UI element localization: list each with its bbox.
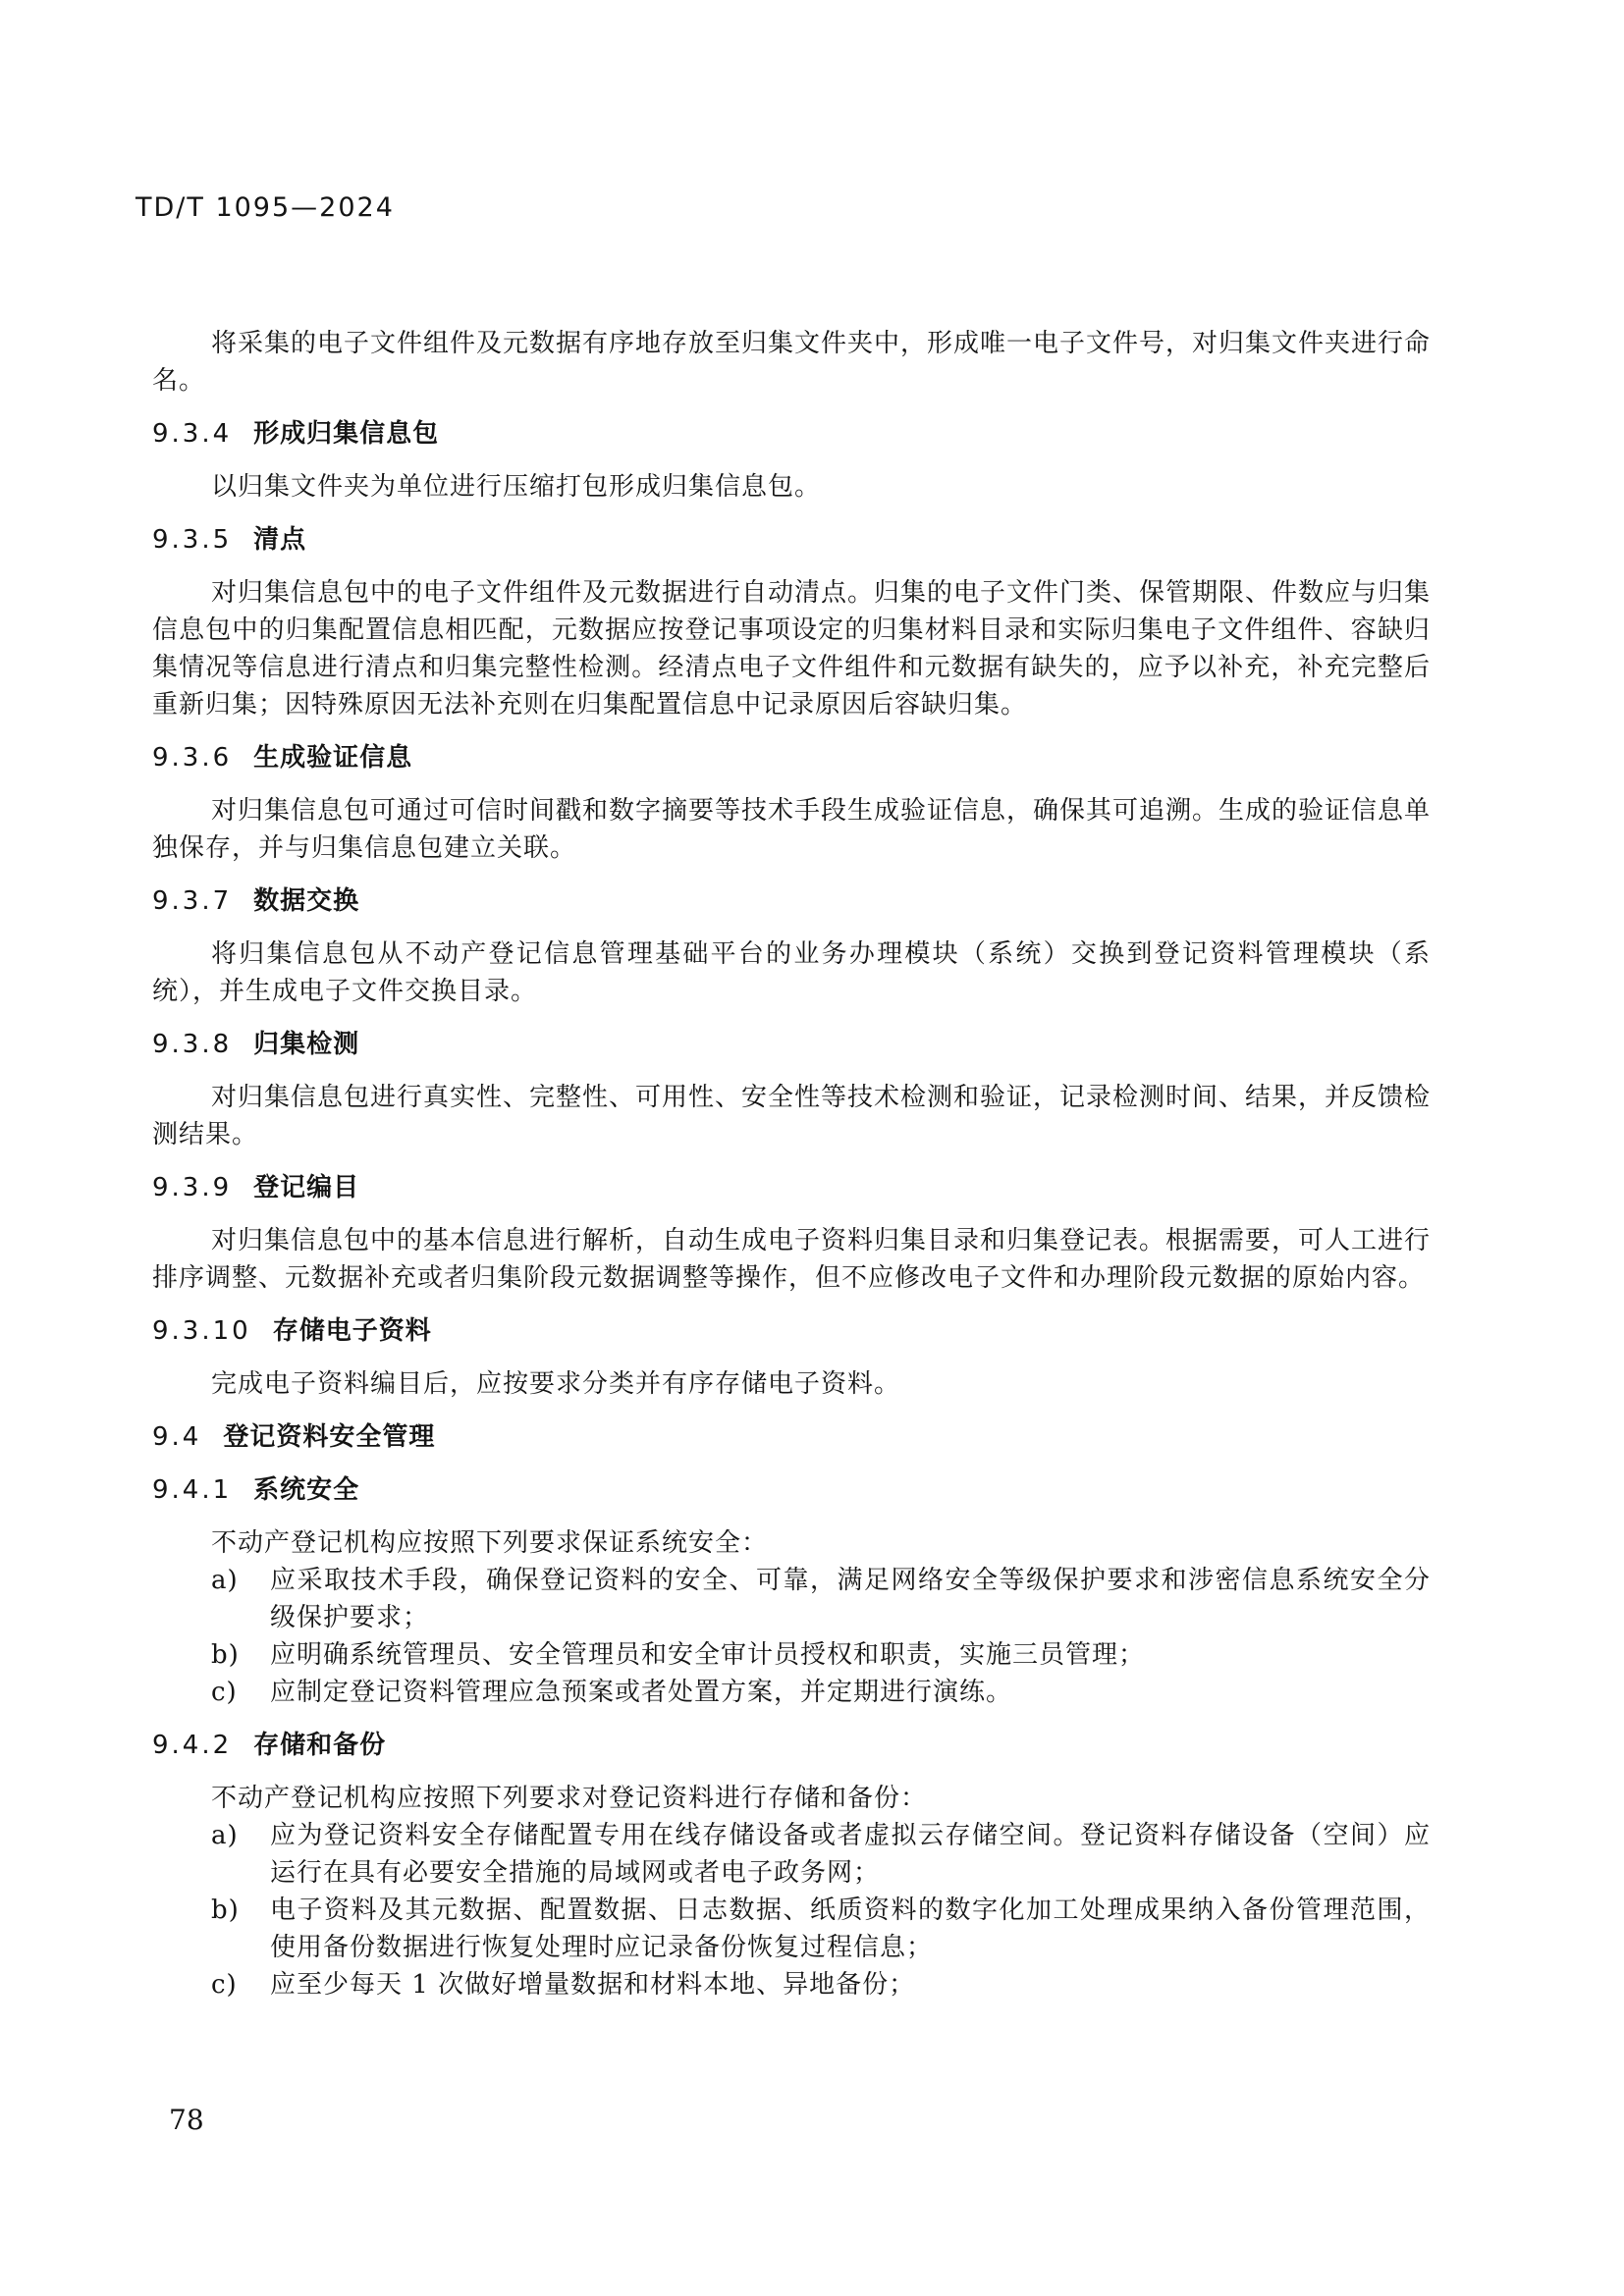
list-item-marker: c): [211, 1970, 238, 2000]
clause-title: 数据交换: [253, 886, 360, 916]
page-body: [152, 325, 1431, 2003]
list-item-b: [152, 1636, 1431, 1674]
clause-title: 登记资料安全管理: [223, 1422, 436, 1452]
standard-code-header: TD/T 1095—2024: [135, 192, 395, 223]
clause-number: 9.3.4: [152, 419, 233, 449]
paragraph-9-3-10: 完成电子资料编目后，应按要求分类并有序存储电子资料。: [211, 1369, 901, 1399]
clause-title: 存储和备份: [253, 1731, 387, 1760]
clause-number: 9.3.9: [152, 1173, 233, 1202]
clause-heading-9-3-9: [152, 1169, 1431, 1206]
list-9-4-2: [152, 1817, 1431, 2003]
clause-heading-9-3-6: [152, 739, 1431, 776]
list-item-marker: a): [211, 1566, 239, 1595]
list-item-marker: c): [211, 1678, 238, 1707]
clause-title: 系统安全: [253, 1475, 360, 1505]
clause-heading-9-3-8: [152, 1026, 1431, 1063]
list-item-a: [152, 1562, 1431, 1636]
clause-number: 9.3.5: [152, 525, 233, 555]
paragraph-9-3-8: 对归集信息包进行真实性、完整性、可用性、安全性等技术检测和验证，记录检测时间、结果，并反馈检测结果。: [152, 1083, 1432, 1149]
list-item-c: [152, 1966, 1431, 2003]
clause-number: 9.3.8: [152, 1030, 233, 1059]
clause-title: 生成验证信息: [253, 743, 413, 773]
list-item-text: 电子资料及其元数据、配置数据、日志数据、纸质资料的数字化加工处理成果纳入备份管理范围，使用备份数据进行恢复处理时应记录备份恢复过程信息；: [270, 1896, 1431, 1962]
list-item-text: 应采取技术手段，确保登记资料的安全、可靠，满足网络安全等级保护要求和涉密信息系统安全分级保护要求；: [270, 1566, 1431, 1632]
list-9-4-1: [152, 1562, 1431, 1711]
clause-heading-9-4-2: [152, 1727, 1431, 1764]
list-item-text: 应为登记资料安全存储配置专用在线存储设备或者虚拟云存储空间。登记资料存储设备（空间）应运行在具有必要安全措施的局域网或者电子政务网；: [270, 1821, 1431, 1888]
clause-title: 形成归集信息包: [253, 419, 440, 449]
clause-title: 归集检测: [253, 1030, 360, 1059]
list-item-c: [152, 1674, 1431, 1711]
clause-title: 登记编目: [253, 1173, 360, 1202]
list-item-marker: a): [211, 1821, 239, 1850]
paragraph-9-4-2-lead: 不动产登记机构应按照下列要求对登记资料进行存储和备份：: [211, 1784, 928, 1813]
clause-heading-9-3-10: [152, 1312, 1431, 1350]
clause-number: 9.4.2: [152, 1731, 233, 1760]
clause-number: 9.4.1: [152, 1475, 233, 1505]
clause-heading-9-4: [152, 1418, 1431, 1456]
list-item-a: [152, 1817, 1431, 1892]
clause-number: 9.3.7: [152, 886, 233, 916]
paragraph-9-3-9: 对归集信息包中的基本信息进行解析，自动生成电子资料归集目录和归集登记表。根据需要，可人工进行排序调整、元数据补充或者归集阶段元数据调整等操作，但不应修改电子文件和办理阶段元数据的原始内容。: [152, 1226, 1432, 1293]
clause-heading-9-3-7: [152, 882, 1431, 920]
paragraph-9-3-7: 将归集信息包从不动产登记信息管理基础平台的业务办理模块（系统）交换到登记资料管理模块（系统），并生成电子文件交换目录。: [152, 939, 1431, 1006]
clause-heading-9-3-5: [152, 521, 1431, 559]
list-item-text: 应制定登记资料管理应急预案或者处置方案，并定期进行演练。: [270, 1678, 1013, 1707]
clause-number: 9.3.10: [152, 1316, 251, 1346]
list-item-text: 应明确系统管理员、安全管理员和安全审计员授权和职责，实施三员管理；: [270, 1640, 1146, 1670]
list-item-marker: b): [211, 1896, 240, 1925]
paragraph-9-3-4: 以归集文件夹为单位进行压缩打包形成归集信息包。: [211, 472, 822, 502]
clause-heading-9-3-4: [152, 415, 1431, 453]
list-item-b: [152, 1892, 1431, 1966]
paragraph-9-3-5: 对归集信息包中的电子文件组件及元数据进行自动清点。归集的电子文件门类、保管期限、件数应与归集信息包中的归集配置信息相匹配，元数据应按登记事项设定的归集材料目录和实际归集电子文件组件、容缺归集情况等信息进行清点和归集完整性检测。经清点电子文件组件和元数据有缺失的，应予以补充，补充完整后重新归集；因特殊原因无法补充则在归集配置信息中记录原因后容缺归集。: [152, 578, 1432, 720]
list-item-marker: b): [211, 1640, 240, 1670]
clause-title: 存储电子资料: [272, 1316, 432, 1346]
paragraph-intro: 将采集的电子文件组件及元数据有序地存放至归集文件夹中，形成唯一电子文件号，对归集文件夹进行命名。: [152, 329, 1432, 396]
list-item-text: 应至少每天 1 次做好增量数据和材料本地、异地备份；: [270, 1970, 916, 2000]
paragraph-9-4-1-lead: 不动产登记机构应按照下列要求保证系统安全：: [211, 1528, 769, 1558]
clause-title: 清点: [253, 525, 307, 555]
clause-number: 9.4: [152, 1422, 202, 1452]
page-number: 78: [169, 2104, 204, 2136]
paragraph-9-3-6: 对归集信息包可通过可信时间戳和数字摘要等技术手段生成验证信息，确保其可追溯。生成的验证信息单独保存，并与归集信息包建立关联。: [152, 796, 1432, 863]
clause-heading-9-4-1: [152, 1471, 1431, 1509]
clause-number: 9.3.6: [152, 743, 233, 773]
